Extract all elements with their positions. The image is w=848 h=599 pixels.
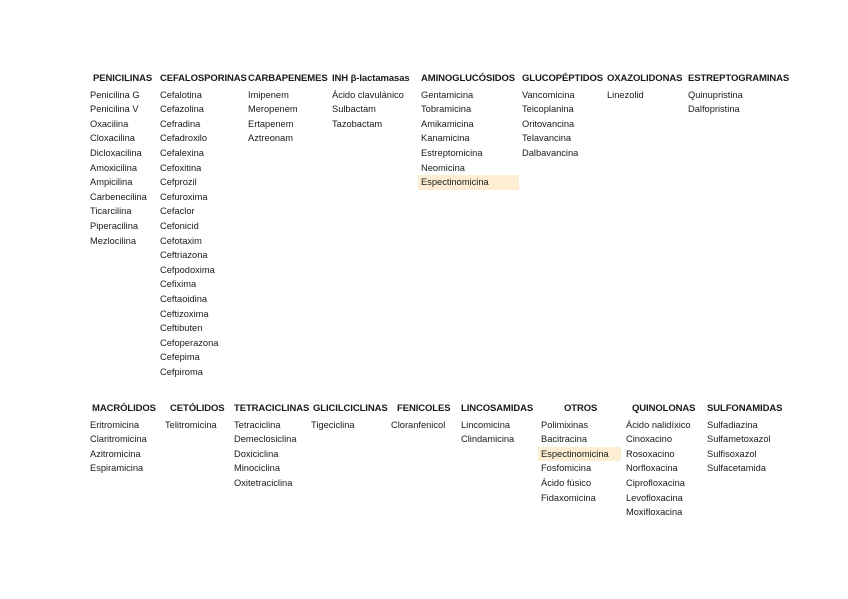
list-item: Eritromicina xyxy=(90,419,140,430)
list-item: Cefoxitina xyxy=(160,162,202,173)
list-item: Claritromicina xyxy=(90,434,147,445)
list-item: Cefepima xyxy=(160,352,200,363)
list-item: Cefixima xyxy=(160,279,197,290)
list-item: Cloranfenicol xyxy=(391,419,446,430)
list-item: Sulfadiazina xyxy=(707,419,758,430)
list-item: Lincomicina xyxy=(461,419,511,430)
list-item: Telavancina xyxy=(522,133,572,144)
list-item: Linezolid xyxy=(607,89,644,100)
column-fenicoles xyxy=(391,402,450,432)
list-item: Mezlocilina xyxy=(90,235,136,246)
list-item: Tazobactam xyxy=(332,118,383,129)
column-header: GLUCOPÉPTIDOS xyxy=(522,73,604,84)
list-item: Azitromicina xyxy=(90,448,141,459)
column-cefalosporinas xyxy=(160,72,247,379)
list-item: Kanamicina xyxy=(421,133,470,144)
column-oxazolidonas xyxy=(607,72,682,102)
column-header: PENICILINAS xyxy=(93,73,153,84)
list-item: Cefotaxim xyxy=(160,235,202,246)
column-estreptograminas xyxy=(688,72,789,117)
list-item: Ciprofloxacina xyxy=(626,477,685,488)
column-tetraciclinas xyxy=(234,402,309,491)
column-carbapenemes xyxy=(248,72,328,146)
list-item: Dicloxacilina xyxy=(90,147,142,158)
column-aminoglucosidos xyxy=(418,72,519,190)
column-header: LINCOSAMIDAS xyxy=(461,403,534,414)
column-header: OTROS xyxy=(564,403,598,414)
column-cetolidos xyxy=(165,402,225,432)
list-item: Tobramicina xyxy=(421,104,472,115)
list-item: Ácido fúsico xyxy=(541,477,592,488)
column-header: OXAZOLIDONAS xyxy=(607,73,683,84)
list-item: Penicilina G xyxy=(90,89,140,100)
list-item: Clindamicina xyxy=(461,434,515,445)
column-penicilinas xyxy=(90,72,152,248)
list-item: Sulfisoxazol xyxy=(707,448,757,459)
list-item: Gentamicina xyxy=(421,89,474,100)
column-glicilciclinas xyxy=(311,402,388,432)
list-item: Ampicilina xyxy=(90,177,133,188)
column-macrolidos xyxy=(90,402,156,476)
list-item: Sulfacetamida xyxy=(707,463,766,474)
list-item: Estreptomicina xyxy=(421,147,483,158)
column-header: FENICOLES xyxy=(397,403,451,414)
list-item: Ácido clavulánico xyxy=(332,89,404,100)
highlighted-list-item: Espectinomicina xyxy=(538,447,621,462)
list-item: Cefprozil xyxy=(160,177,197,188)
list-item: Vancomicina xyxy=(522,89,575,100)
list-item: Ceftriazona xyxy=(160,250,208,261)
list-item: Ticarcilina xyxy=(90,206,132,217)
list-item: Fidaxomicina xyxy=(541,492,596,503)
column-sulfonamidas xyxy=(707,402,782,476)
list-item: Ceftibuten xyxy=(160,323,203,334)
list-item: Doxiciclina xyxy=(234,448,279,459)
list-item: Oxitetraciclina xyxy=(234,477,293,488)
list-item: Minociclina xyxy=(234,463,280,474)
list-item: Cefradina xyxy=(160,118,201,129)
list-item: Moxifloxacina xyxy=(626,507,683,518)
list-item: Piperacilina xyxy=(90,220,139,231)
column-header: TETRACICLINAS xyxy=(234,403,310,414)
column-header: QUINOLONAS xyxy=(632,403,696,414)
column-header: ESTREPTOGRAMINAS xyxy=(688,73,790,84)
list-item: Sulfametoxazol xyxy=(707,434,771,445)
list-item: Ácido nalidíxico xyxy=(626,419,691,430)
column-header: AMINOGLUCÓSIDOS xyxy=(421,73,516,84)
column-header: SULFONAMIDAS xyxy=(707,403,783,414)
list-item: Meropenem xyxy=(248,104,298,115)
list-item: Ceftaoidina xyxy=(160,293,208,304)
column-header: INH β-lactamasas xyxy=(332,73,410,84)
list-item: Oritovancina xyxy=(522,118,575,129)
list-item: Oxacilina xyxy=(90,118,129,129)
list-item: Cefadroxilo xyxy=(160,133,208,144)
list-item: Rosoxacino xyxy=(626,448,675,459)
column-glucopeptidos xyxy=(522,72,603,161)
list-item: Imipenem xyxy=(248,89,289,100)
column-inh-beta-lactamasas xyxy=(332,72,410,131)
list-item: Telitromicina xyxy=(165,419,217,430)
list-item: Cloxacilina xyxy=(90,133,135,144)
list-item: Demeclosiclina xyxy=(234,434,297,445)
list-item: Cinoxacino xyxy=(626,434,672,445)
column-header: CARBAPENEMES xyxy=(248,73,328,84)
list-item: Cefpodoxima xyxy=(160,264,215,275)
list-item: Tetraciclina xyxy=(234,419,281,430)
list-item: Cefaclor xyxy=(160,206,195,217)
list-item: Dalbavancina xyxy=(522,147,579,158)
list-item: Amoxicilina xyxy=(90,162,138,173)
list-item: Cefpiroma xyxy=(160,366,203,377)
list-item: Espiramicina xyxy=(90,463,144,474)
list-item: Neomicina xyxy=(421,162,465,173)
list-item: Polimixinas xyxy=(541,419,589,430)
list-item: Bacitracina xyxy=(541,434,587,445)
list-item: Tigeciclina xyxy=(311,419,355,430)
list-item: Amikamicina xyxy=(421,118,474,129)
column-lincosamidas xyxy=(461,402,533,447)
list-item: Ceftizoxima xyxy=(160,308,209,319)
list-item: Ertapenem xyxy=(248,118,294,129)
list-item: Fosfomicina xyxy=(541,463,592,474)
list-item: Cefalotina xyxy=(160,89,202,100)
list-item: Cefuroxima xyxy=(160,191,208,202)
list-item: Penicilina V xyxy=(90,104,139,115)
list-item: Sulbactam xyxy=(332,104,376,115)
list-item: Aztreonam xyxy=(248,133,293,144)
highlighted-list-item: Espectinomicina xyxy=(418,175,519,190)
list-item: Carbenecilina xyxy=(90,191,147,202)
column-header: CETÓLIDOS xyxy=(170,403,225,414)
column-header: MACRÓLIDOS xyxy=(92,403,156,414)
list-item: Cefalexina xyxy=(160,147,204,158)
list-item: Norfloxacina xyxy=(626,463,678,474)
list-item: Cefoperazona xyxy=(160,337,219,348)
column-quinolonas xyxy=(626,402,695,520)
list-item: Cefazolina xyxy=(160,104,204,115)
list-item: Levofloxacina xyxy=(626,492,683,503)
column-header: GLICILCICLINAS xyxy=(313,403,388,414)
column-otros xyxy=(538,402,621,505)
list-item: Cefonicid xyxy=(160,220,199,231)
column-header: CEFALOSPORINAS xyxy=(160,73,247,84)
list-item: Quinupristina xyxy=(688,89,743,100)
list-item: Dalfopristina xyxy=(688,104,740,115)
list-item: Teicoplanina xyxy=(522,104,574,115)
